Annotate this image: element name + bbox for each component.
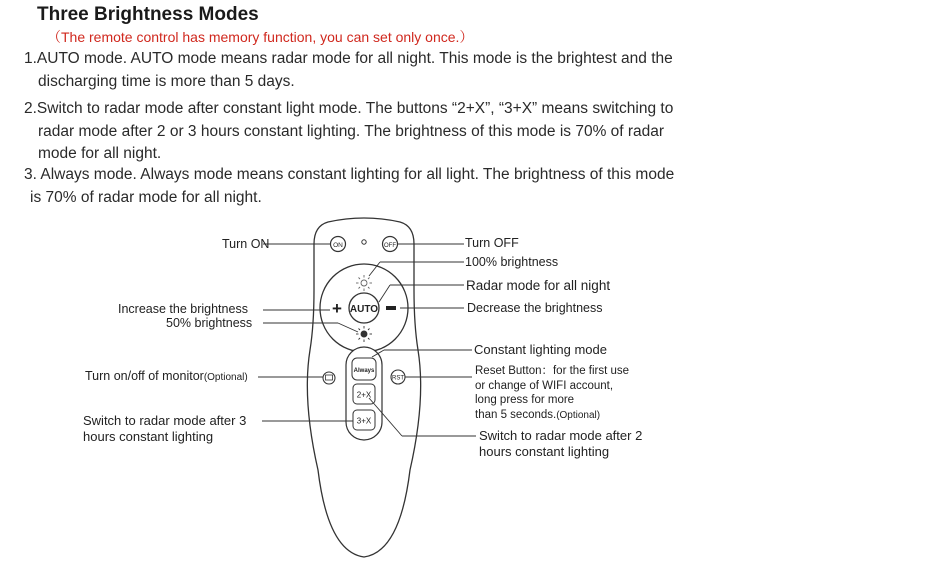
auto-button-label: AUTO <box>349 304 379 315</box>
reset-optional-label: (Optional) <box>556 409 601 421</box>
switch-three-hours-label <box>83 413 246 445</box>
two-x-button-label: 2+X <box>356 390 372 400</box>
decrease-brightness-button[interactable] <box>386 306 396 310</box>
half-brightness-label: 50% brightness <box>166 316 253 330</box>
mode-line: 1.AUTO mode. AUTO mode means radar mode for all night. This mode is the brightest and the <box>24 50 673 67</box>
monitor-label <box>85 369 248 385</box>
reset-button-label: RST <box>392 375 404 382</box>
reset-label-line: long press for more <box>475 394 575 406</box>
switch-two-hours-label <box>479 428 642 460</box>
off-button[interactable] <box>383 237 398 252</box>
off-button-label: OFF <box>384 243 396 249</box>
reset-button[interactable] <box>391 370 405 384</box>
increase-brightness-button[interactable]: + <box>332 299 342 318</box>
memory-note: （The remote control has memory function, you can set only once.） <box>47 29 474 45</box>
switch-two-line: hours constant lighting <box>479 444 610 459</box>
mode-line: discharging time is more than 5 days. <box>38 72 295 90</box>
increase-brightness-label: Increase the brightness <box>118 302 248 316</box>
reset-label-line: or change of WIFI account, <box>475 379 614 392</box>
page-title: Three Brightness Modes <box>37 4 259 25</box>
full-brightness-label: 100% brightness <box>465 255 559 269</box>
reset-label-line: Reset Button：for the first use <box>475 365 630 377</box>
mode-line: radar mode after 2 or 3 hours constant lighting. The brightness of this mode is 70% of radar <box>38 122 665 140</box>
reset-label-line: than 5 seconds.(Optional) <box>475 408 601 421</box>
monitor-label-text: Turn on/off of monitor <box>85 369 204 383</box>
constant-mode-label: Constant lighting mode <box>474 342 607 357</box>
mode-line: 3. Always mode. Always mode means constant lighting for all light. The brightness of this mode <box>24 166 675 183</box>
mode-line: 2.Switch to radar mode after constant light mode. The buttons “2+X”, “3+X” means switching to <box>24 100 674 117</box>
three-x-button-label: 3+X <box>356 416 372 426</box>
mode-line: is 70% of radar mode for all night. <box>30 188 262 206</box>
switch-two-line: Switch to radar mode after 2 <box>479 428 643 443</box>
on-button-label: ON <box>333 242 343 249</box>
turn-off-label: Turn OFF <box>465 236 519 250</box>
radar-all-night-label: Radar mode for all night <box>466 278 611 293</box>
indicator-light <box>362 240 366 244</box>
switch-three-line: Switch to radar mode after 3 <box>83 413 247 428</box>
on-button[interactable] <box>331 237 346 252</box>
turn-on-label: Turn ON <box>222 237 270 251</box>
auto-button[interactable] <box>349 293 379 323</box>
monitor-optional-label: (Optional) <box>203 372 248 383</box>
monitor-button[interactable] <box>323 372 335 384</box>
three-x-button[interactable] <box>353 410 375 430</box>
always-button[interactable] <box>352 358 376 380</box>
mode-line: mode for all night. <box>38 145 162 162</box>
always-button-label: Always <box>353 368 375 374</box>
switch-three-line: hours constant lighting <box>83 429 214 444</box>
reset-label <box>475 364 629 423</box>
decrease-brightness-label: Decrease the brightness <box>467 301 603 315</box>
